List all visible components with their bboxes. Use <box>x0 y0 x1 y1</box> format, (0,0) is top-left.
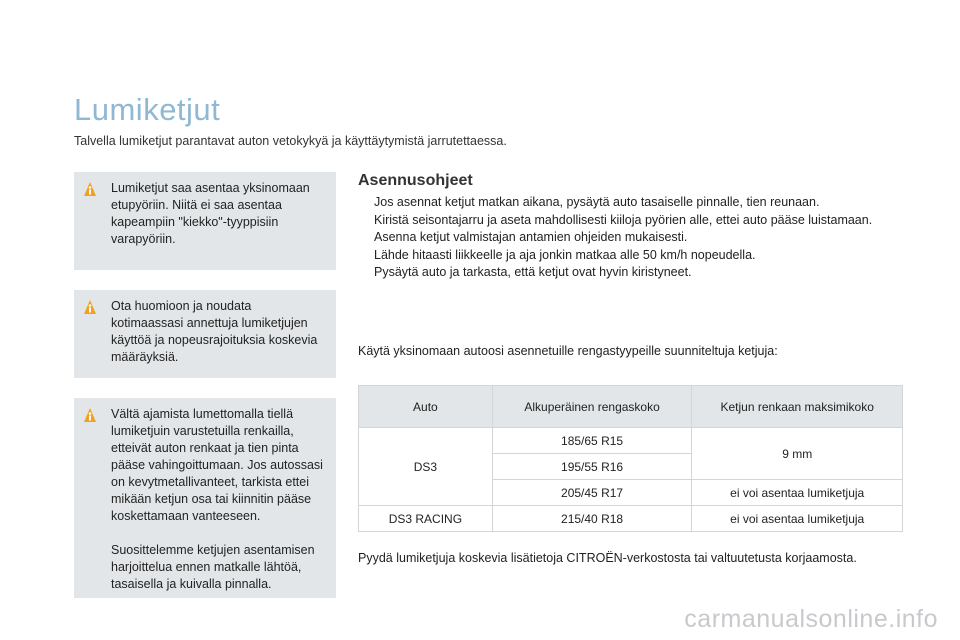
watermark: carmanualsonline.info <box>684 605 938 633</box>
column-header-original-tire: Alkuperäinen rengaskoko <box>492 386 692 428</box>
info-box-avoid-snowless-roads <box>74 398 336 598</box>
list-item <box>358 229 872 247</box>
cell-model-ds3: DS3 <box>359 428 493 506</box>
cell-max-chain-size: 9 mm <box>692 428 903 480</box>
pointing-finger-icon <box>358 247 374 265</box>
cell-max-chain-size: ei voi asentaa lumiketjuja <box>692 480 903 506</box>
section-heading-installation: Asennusohjeet <box>358 172 473 189</box>
pointing-finger-icon <box>358 194 374 212</box>
cell-tire-size: 195/55 R16 <box>492 454 692 480</box>
list-item <box>358 247 872 265</box>
info-box-regulations <box>74 290 336 378</box>
step-text: Jos asennat ketjut matkan aikana, pysäytä auto tasaiselle pinnalle, tien reunaan. <box>374 195 820 209</box>
list-item <box>358 212 872 230</box>
table-row <box>359 506 903 532</box>
cell-model-ds3-racing: DS3 RACING <box>359 506 493 532</box>
chain-usage-note: Käytä yksinomaan autoosi asennetuille rengastyypeille suunniteltuja ketjuja: <box>358 344 778 358</box>
footer-note: Pyydä lumiketjuja koskevia lisätietoja CITROËN-verkostosta tai valtuutetusta korjaamosta. <box>358 551 857 565</box>
info-icon <box>83 407 97 423</box>
step-text: Pysäytä auto ja tarkasta, että ketjut ovat hyvin kiristyneet. <box>374 265 692 279</box>
info-icon <box>83 181 97 197</box>
step-text: Lähde hitaasti liikkeelle ja aja jonkin matkaa alle 50 km/h nopeudella. <box>374 247 756 262</box>
installation-steps-list <box>358 194 872 282</box>
info-text-recommendation: Suosittelemme ketjujen asentamisen harjoittelua ennen matkalle lähtöä, tasaisella ja kuivalla pinnalla. <box>111 543 315 591</box>
column-header-max-chain-size: Ketjun renkaan maksimikoko <box>692 386 903 428</box>
pointing-finger-icon <box>358 264 374 282</box>
table-row <box>359 428 903 454</box>
tire-size-table <box>358 385 903 532</box>
info-box-front-wheels <box>74 172 336 270</box>
list-item <box>358 264 872 282</box>
info-text: Vältä ajamista lumettomalla tiellä lumiketjuin varustetuilla renkailla, etteivät auton renkaat ja tien pinta pääse vahingoittumaan. Jos autossasi on kevytmetallivanteet, tarkista ettei mikään ketjun osa tai kiinnitin pääse koskettamaan vanteeseen. <box>111 407 323 523</box>
pointing-finger-icon <box>358 229 374 247</box>
info-text: Lumiketjut saa asentaa yksinomaan etupyöriin. Niitä ei saa asentaa kapeampiin "kiekko"-tyyppisiin varapyöriin. <box>111 181 310 246</box>
cell-max-chain-size: ei voi asentaa lumiketjuja <box>692 506 903 532</box>
info-icon <box>83 299 97 315</box>
list-item <box>358 194 872 212</box>
cell-tire-size: 185/65 R15 <box>492 428 692 454</box>
page-title: Lumiketjut <box>74 92 221 127</box>
step-text: Asenna ketjut valmistajan antamien ohjeiden mukaisesti. <box>374 230 688 244</box>
column-header-car: Auto <box>359 386 493 428</box>
pointing-finger-icon <box>358 212 374 230</box>
cell-tire-size: 215/40 R18 <box>492 506 692 532</box>
cell-tire-size: 205/45 R17 <box>492 480 692 506</box>
table-header-row <box>359 386 903 428</box>
step-text: Kiristä seisontajarru ja aseta mahdollisesti kiiloja pyörien alle, ettei auto pääse luistamaan. <box>374 212 873 227</box>
info-text: Ota huomioon ja noudata kotimaassasi annettuja lumiketjujen käyttöä ja nopeusrajoituksia koskevia määräyksiä. <box>111 299 318 364</box>
page-subtitle: Talvella lumiketjut parantavat auton vetokykyä ja käyttäytymistä jarrutettaessa. <box>74 134 507 148</box>
